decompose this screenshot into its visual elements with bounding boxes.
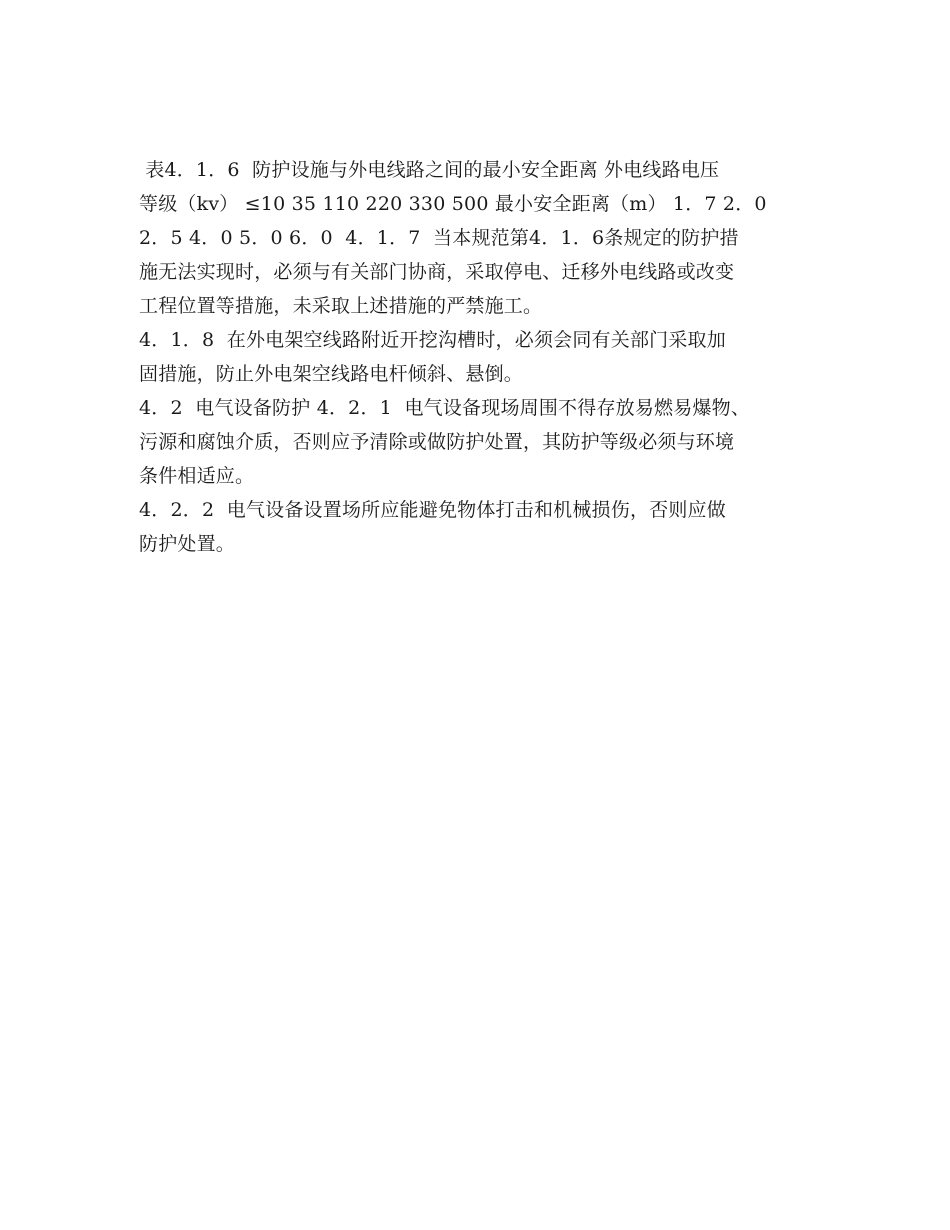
text-line: 污源和腐蚀介质，否则应予清除或做防护处置，其防护等级必须与环境 — [139, 431, 735, 453]
text-line: 防护处置。 — [139, 533, 236, 555]
text-line: 工程位置等措施，未采取上述措施的严禁施工。 — [139, 295, 543, 317]
text-line: 施无法实现时，必须与有关部门协商，采取停电、迁移外电线路或改变 — [139, 261, 735, 283]
text-line: 固措施，防止外电架空线路电杆倾斜、悬倒。 — [139, 363, 524, 385]
text-line: 等级（kv） ≤10 35 110 220 330 500 最小安全距离（m） 1．7 2．0 — [139, 193, 767, 215]
text-line: 2．5 4．0 5．0 6．0 4．1．7 当本规范第4．1．6条规定的防护措 — [139, 227, 739, 249]
document-body — [139, 153, 829, 561]
text-line: 4．2 电气设备防护 4．2．1 电气设备现场周围不得存放易燃易爆物、 — [139, 397, 751, 419]
text-line: 条件相适应。 — [139, 465, 255, 487]
text-line: 表4．1．6 防护设施与外电线路之间的最小安全距离 外电线路电压 — [139, 159, 720, 181]
text-line: 4．1．8 在外电架空线路附近开挖沟槽时，必须会同有关部门采取加 — [139, 329, 726, 351]
text-line: 4．2．2 电气设备设置场所应能避免物体打击和机械损伤，否则应做 — [139, 499, 726, 521]
